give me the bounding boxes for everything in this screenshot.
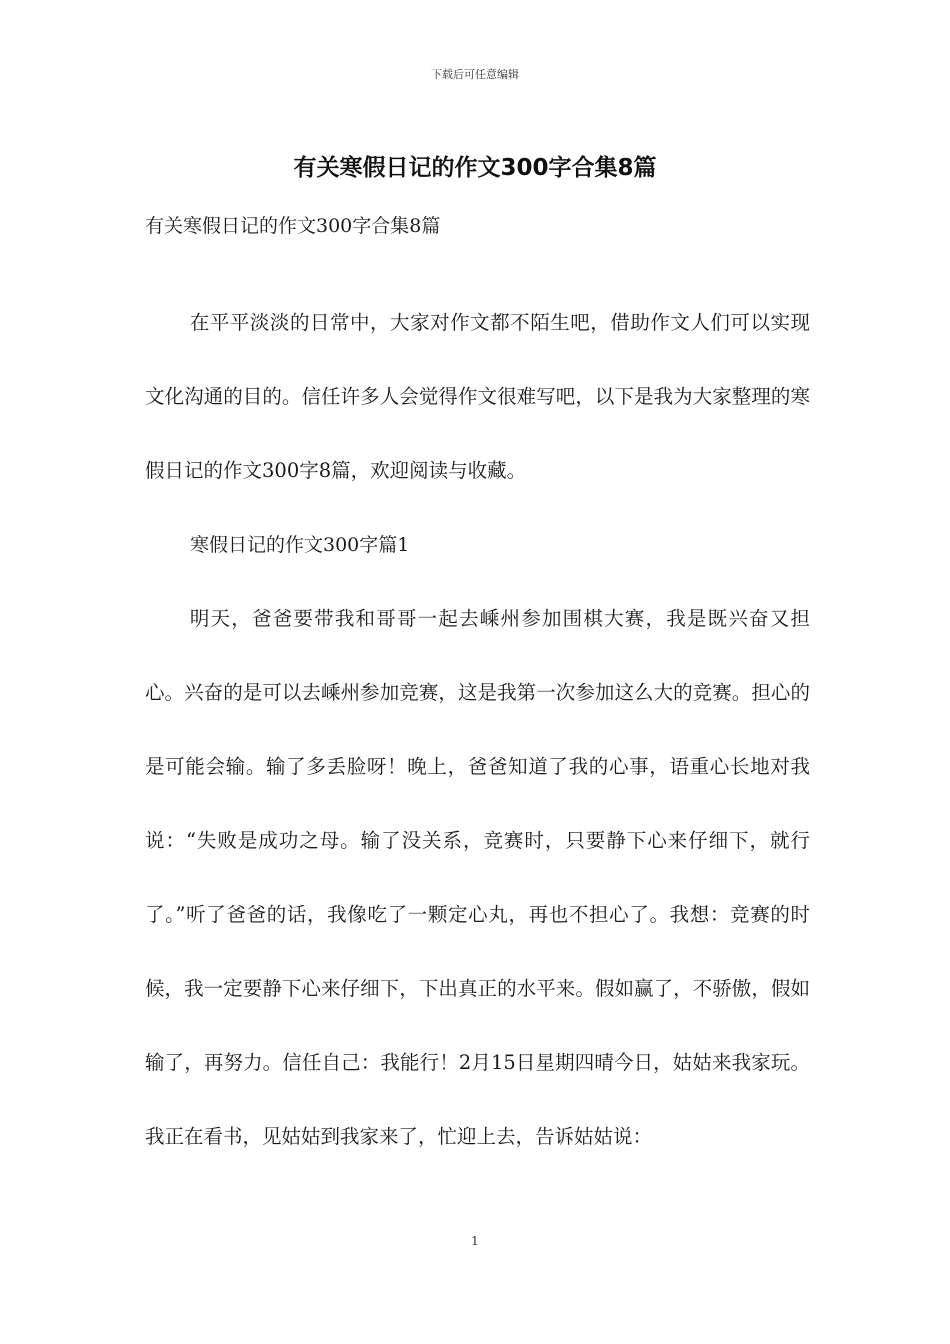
document-body	[145, 212, 810, 1174]
section-heading: 寒假日记的作文300字篇1	[190, 534, 410, 556]
page-header-note: 下载后可任意编辑	[431, 68, 519, 81]
section-paragraph: 明天，爸爸要带我和哥哥一起去嵊州参加围棋大赛，我是既兴奋又担心。兴奋的是可以去嵊州参加竞赛，这是我第一次参加这么大的竞赛。担心的是可能会输。输了多丢脸呀！晚上，爸爸知道了我的心事，语重心长地对我说：“失败是成功之母。输了没关系，竞赛时，只要静下心来仔细下，就行了。”听了爸爸的话，我像吃了一颗定心丸，再也不担心了。我想：竞赛的时候，我一定要静下心来仔细下，下出真正的水平来。假如赢了，不骄傲，假如输了，再努力。信任自己：我能行！2月15日星期四晴今日，姑姑来我家玩。我正在看书，见姑姑到我家来了，忙迎上去，告诉姑姑说：	[145, 607, 810, 1148]
document-subtitle: 有关寒假日记的作文300字合集8篇	[145, 215, 441, 237]
document-title: 有关寒假日记的作文300字合集8篇	[293, 155, 657, 181]
intro-paragraph: 在平平淡淡的日常中，大家对作文都不陌生吧，借助作文人们可以实现文化沟通的目的。信任许多人会觉得作文很难写吧，以下是我为大家整理的寒假日记的作文300字8篇，欢迎阅读与收藏。	[145, 311, 810, 482]
page-number: 1	[471, 1234, 479, 1248]
